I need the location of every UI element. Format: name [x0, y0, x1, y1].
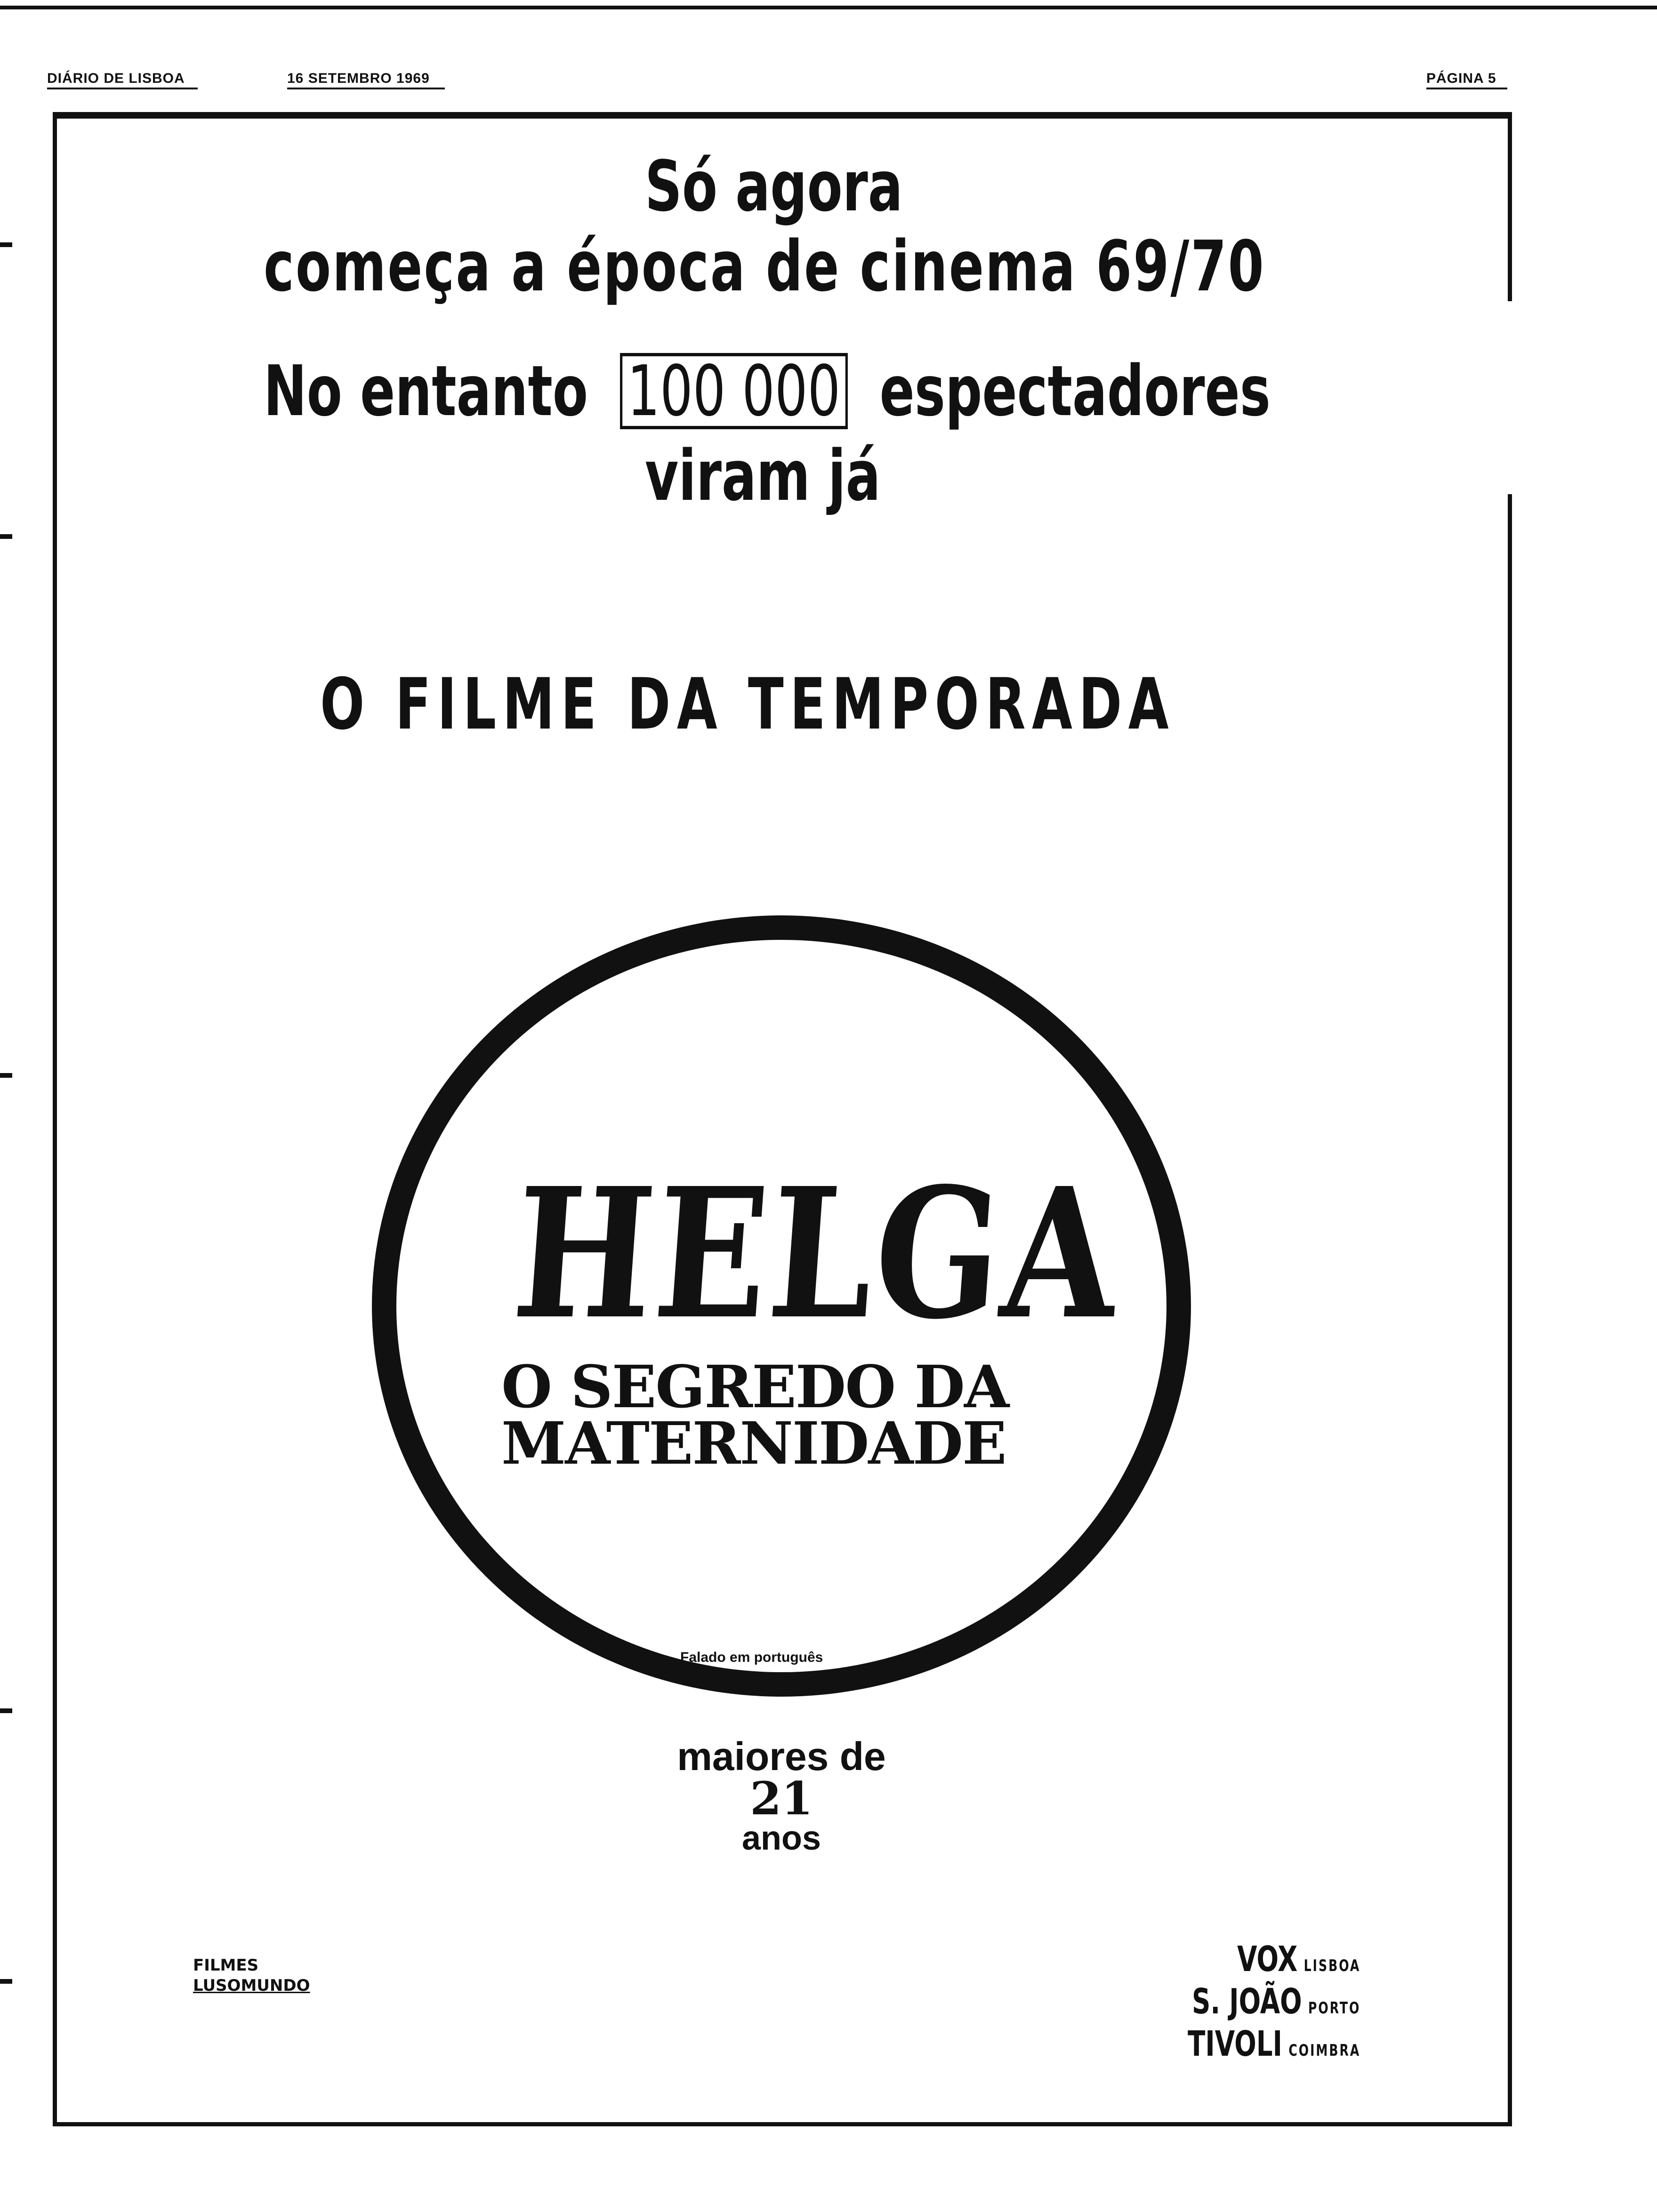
headline-after-number: espectadores [879, 351, 1271, 432]
venue-city: PORTO [1308, 1999, 1360, 2018]
issue-date: 16 SETEMBRO 1969 [287, 71, 430, 86]
venue-name: VOX [1237, 1939, 1298, 1980]
distributor-line-2: LUSOMUNDO [193, 1976, 310, 1995]
margin-tick [0, 534, 12, 539]
film-subtitle-line-1: O SEGREDO DA [501, 1353, 1009, 1421]
age-rating [565, 1734, 998, 1857]
page-number: PÁGINA 5 [1426, 71, 1496, 86]
headline-line-2: começa a época de cinema 69/70 [264, 226, 1265, 307]
headline-before-number: No entanto [264, 351, 588, 432]
age-rating-line-1: maiores de [677, 1734, 886, 1779]
venue-vox [1237, 1939, 1360, 1980]
frame-gap [1506, 301, 1517, 494]
venue-tivoli [1188, 2024, 1360, 2064]
top-rule [0, 6, 1657, 9]
newspaper-name: DIÁRIO DE LISBOA [47, 71, 185, 86]
tagline: O FILME DA TEMPORADA [320, 664, 1175, 745]
headline-line-1: Só agora [645, 146, 903, 227]
issue-date-underline [287, 88, 445, 89]
distributor-line-1: FILMES [193, 1956, 259, 1975]
venue-name: S. JOÃO [1191, 1981, 1302, 2022]
venue-name: TIVOLI [1187, 2024, 1282, 2064]
film-title: HELGA [507, 1148, 1127, 1359]
page-number-underline [1426, 88, 1507, 89]
newspaper-name-underline [47, 88, 198, 89]
venue-sao-joao [1192, 1981, 1360, 2022]
margin-tick [0, 1979, 12, 1984]
margin-tick [0, 242, 12, 247]
margin-tick [0, 1708, 12, 1713]
film-subtitle-line-2: MATERNIDADE [501, 1410, 1006, 1478]
language-note: Falado em português [680, 1650, 823, 1665]
age-rating-line-2: anos [741, 1819, 821, 1857]
venue-city: LISBOA [1303, 1956, 1360, 1975]
venue-city: COIMBRA [1288, 2041, 1360, 2060]
spectator-count-box: 100 000 [620, 353, 848, 429]
margin-tick [0, 1073, 12, 1078]
headline-line-4: viram já [645, 435, 881, 516]
distributor-logo [193, 1956, 310, 1996]
headline-line-3 [264, 351, 1271, 432]
age-rating-number: 21 [750, 1772, 813, 1825]
